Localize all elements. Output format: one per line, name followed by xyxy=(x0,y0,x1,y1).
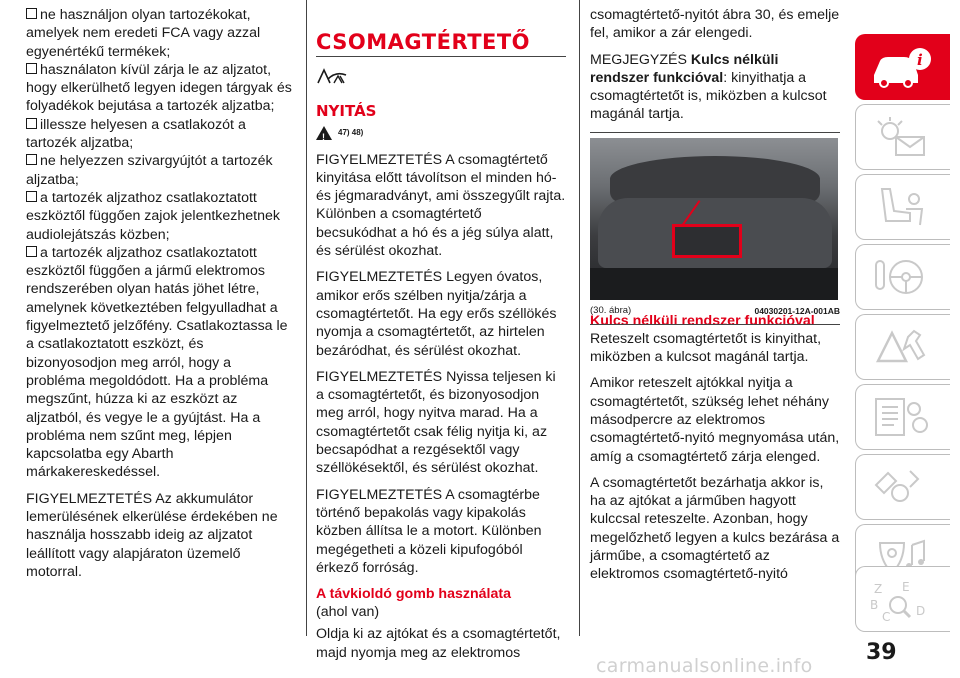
technical-specs-icon xyxy=(870,465,934,511)
warning-paragraph: FIGYELMEZTETÉS A csomagtérbe történő bepakolás vagy kipakolás közben állítsa le a motort. Különben megégetheti a közeli kipufogóból érkező forróság. xyxy=(316,486,542,576)
warning-triangle-icon xyxy=(316,126,332,140)
keyless-paragraph: Amikor reteszelt ajtókkal nyitja a csomagtértetőt, szükség lehet néhány másodpercre az elektromos csomagtértető-nyitó megnyomása után, amíg a csomagtértető zárja elenged. xyxy=(590,375,840,465)
svg-text:Z: Z xyxy=(874,582,883,596)
remote-release-note: (ahol van) xyxy=(316,604,380,621)
warning-ref-numbers: 47) 48) xyxy=(338,128,364,138)
tab-technical-data[interactable] xyxy=(855,454,950,520)
column-middle xyxy=(316,30,566,670)
photo-bumper xyxy=(590,268,838,300)
tab-maintenance[interactable] xyxy=(855,384,950,450)
index-abc-icon xyxy=(870,577,934,623)
keyless-paragraph: A csomagtértetőt bezárhatja akkor is, ha az ajtókat a járműben hagyott kulccsal reteszelte. Azonban, hogy megelőzhető legyen a kulcs bezárása a járműbe, a csomagtértető az elektromos csomagtértető-nyitó xyxy=(590,474,840,583)
svg-text:E: E xyxy=(902,580,910,594)
figure-caption xyxy=(590,302,840,325)
photo-highlight-box xyxy=(672,224,742,258)
svg-text:i: i xyxy=(917,51,923,69)
warning-triangle-icon xyxy=(870,325,934,371)
note-text: : kinyithatja a csomagtértetőt is, miközben a kulcsot magánál tartja. xyxy=(590,69,827,123)
warning-refs xyxy=(316,124,566,142)
bullet-item: használaton kívül zárja le az aljzatot, hogy elkerülhető legyen idegen tárgyak és folyadékok bejutása a tartozék aljzatba; xyxy=(26,61,294,116)
column-left xyxy=(26,6,294,589)
note-paragraph xyxy=(590,51,840,124)
dashboard-lights-icon xyxy=(870,115,934,161)
abarth-only-icon xyxy=(316,67,350,85)
keyless-heading: Kulcs nélküli rendszer funkcióval xyxy=(590,312,815,329)
bullet-item: ne helyezzen szivargyújtót a tartozék aljzatba; xyxy=(26,152,294,189)
remote-release-heading: A távkioldó gomb használata xyxy=(316,586,511,603)
bullet-item: ne használjon olyan tartozékokat, amelyek nem eredeti FCA vagy azzal egyenértékű termékek; xyxy=(26,6,294,61)
warning-paragraph: FIGYELMEZTETÉS Nyissa teljesen ki a csomagtértetőt, és bizonyosodjon meg arról, hogy nyitva marad. Ha a csomagtértetőt csak félig nyitja ki, az becsapódhat a rezgésektől vagy széllökésektől, és sérülést okozhat. xyxy=(316,368,556,477)
tab-dashboard[interactable] xyxy=(855,104,950,170)
svg-text:C: C xyxy=(882,610,891,623)
intro-paragraph: csomagtértető-nyitót ábra 30, és emelje fel, amikor a zár elengedi. xyxy=(590,7,840,42)
steering-wheel-icon xyxy=(870,255,934,301)
tab-vehicle-info[interactable] xyxy=(855,34,950,100)
maintenance-tools-icon xyxy=(870,395,934,441)
trunk-photo xyxy=(590,138,838,300)
tab-safety[interactable] xyxy=(855,174,950,240)
keyless-paragraph: Reteszelt csomagtértetőt is kinyithat, miközben a kulcsot magánál tartja. xyxy=(590,330,822,366)
bullet-item: a tartozék aljzathoz csatlakoztatott eszköztől függően zajok jelentkezhetnek audiolejátszás közben; xyxy=(26,189,294,244)
note-bold: Kulcs nélküli rendszer funkcióval xyxy=(590,51,779,86)
svg-text:D: D xyxy=(916,604,926,618)
photo-roof xyxy=(610,156,820,202)
bullet-list xyxy=(26,6,294,482)
subsection-title: NYITÁS xyxy=(316,102,377,121)
note-label: MEGJEGYZÉS xyxy=(590,51,691,68)
tab-index[interactable] xyxy=(855,566,950,632)
title-rule xyxy=(316,56,566,57)
column-divider xyxy=(579,0,580,636)
figure-30 xyxy=(590,132,840,316)
page-number: 39 xyxy=(866,640,897,665)
warning-paragraph: FIGYELMEZTETÉS A csomagtértető kinyitása előtt távolítson el minden hó- és jégmaradványt, ami összegyűlt rajta. Különben a csomagtértető becsukódhat a hó és a jég súlya alatt, és sérülést okozhat. xyxy=(316,151,566,260)
remote-release-text: Oldja ki az ajtókat és a csomagtértetőt, majd nyomja meg az elektromos xyxy=(316,626,561,661)
car-info-icon xyxy=(870,45,934,91)
column-divider xyxy=(306,0,307,636)
bullet-item: illessze helyesen a csatlakozót a tartozék aljzatba; xyxy=(26,116,294,153)
tab-emergency[interactable] xyxy=(855,314,950,380)
tab-driving[interactable] xyxy=(855,244,950,310)
column-right xyxy=(590,6,840,592)
svg-text:B: B xyxy=(870,598,879,612)
figure-code: 04030201-12A-001AB xyxy=(754,305,840,316)
chapter-sidebar xyxy=(855,0,960,678)
bullet-item: a tartozék aljzathoz csatlakoztatott eszköztől függően a jármű elektromos rendszerében olyan hatás jöhet létre, amelynek következtében felgyulladhat a figyelmeztető jelzőfény. Csatlakoztassa le a csatlakoztatott eszközt, és bizonyosodjon meg arról, hogy a probléma megoldódott. Ha a probléma megszűnt, húzza ki az eszközt az aljzatból, és vegye le a gyújtást. Ha a probléma nem szűnt meg, lépjen kapcsolatba egy Abarth márkakereskedéssel. xyxy=(26,244,294,482)
figure-label: (30. ábra) xyxy=(590,304,632,316)
warning-paragraph: FIGYELMEZTETÉS Legyen óvatos, amikor erős szélben nyitja/zárja a csomagtértetőt. Ha egy erős széllökés nyomja a csomagtértetőt, az hirtelen bezáródhat, és sérülést okozhat. xyxy=(316,269,557,359)
safety-seat-icon xyxy=(870,185,934,231)
watermark: carmanualsonline.info xyxy=(596,655,813,677)
battery-warning: FIGYELMEZTETÉS Az akkumulátor lemerülésének elkerülése érdekében ne használja hosszabb ideig az aljzatot leállított vagy alapjáraton üzemelő motorral. xyxy=(26,490,278,580)
section-title: CSOMAGTÉRTETŐ xyxy=(316,30,531,54)
